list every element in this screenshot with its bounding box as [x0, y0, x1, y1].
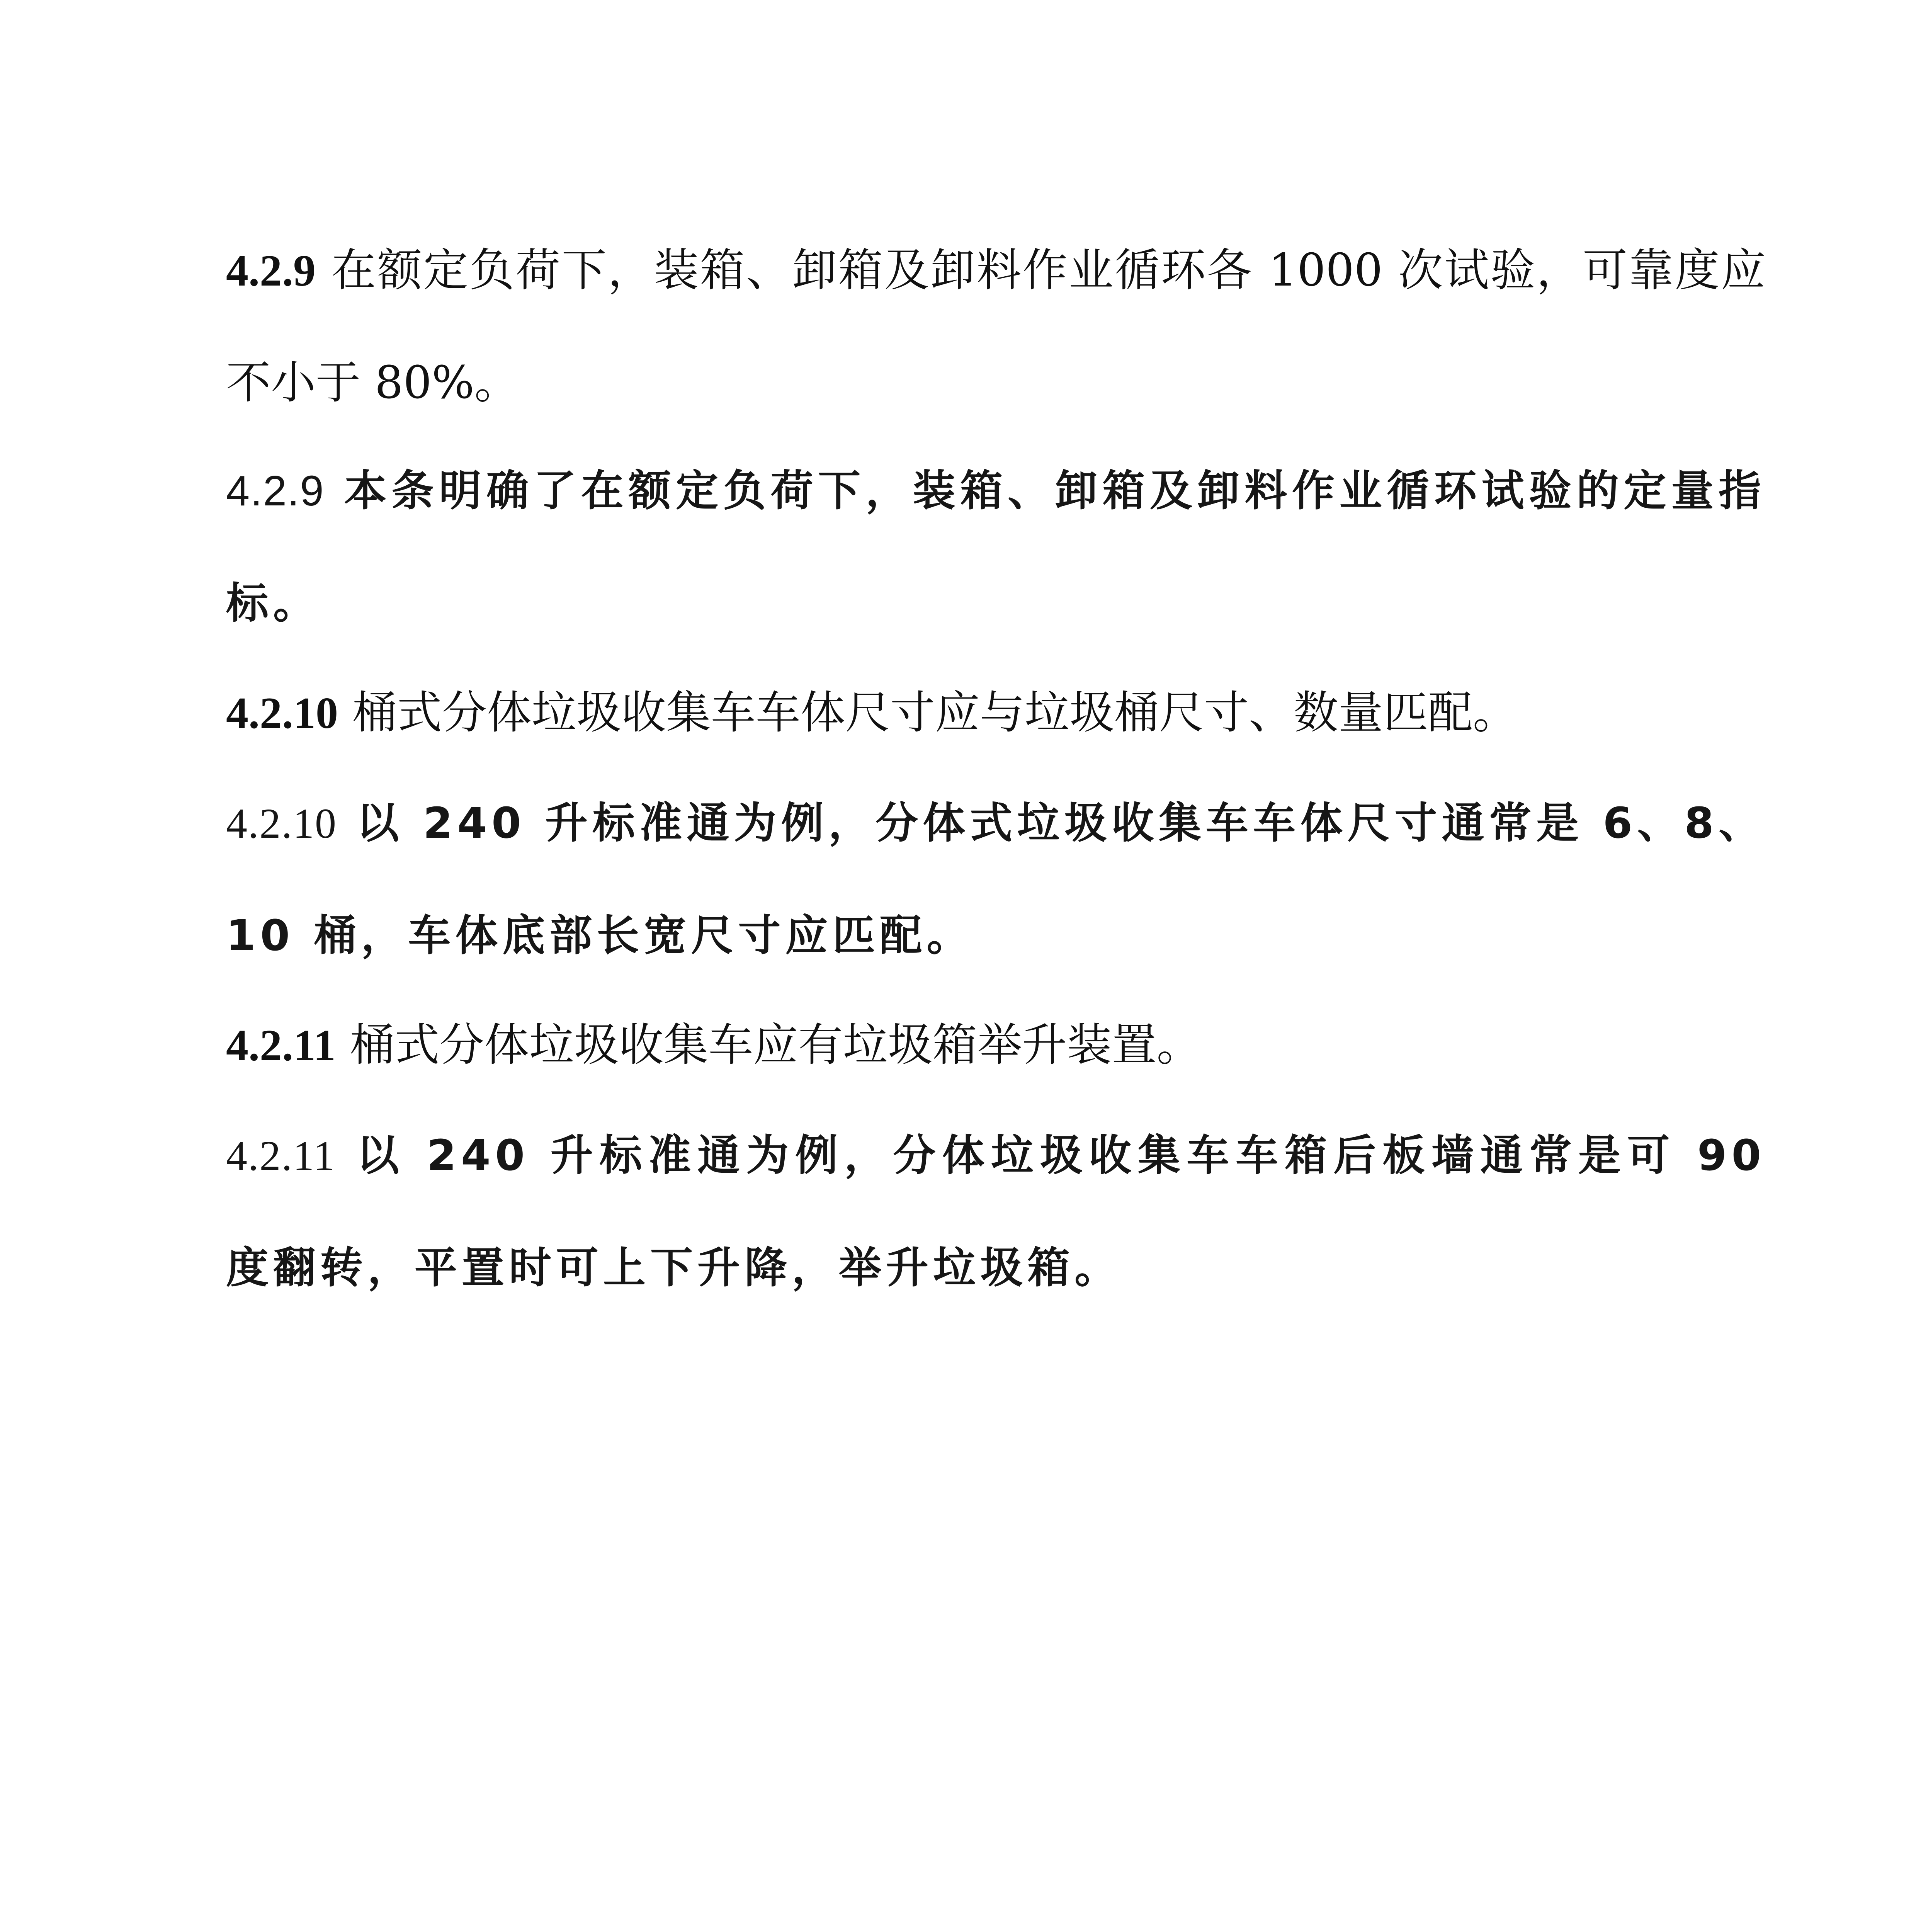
clause-number: 4.2.11 — [226, 1021, 336, 1070]
commentary-text: 以 240 升标准通为例，分体式垃圾收集车车体尺寸通常是 6、8、10 桶，车体底部长宽尺寸应匹配。 — [226, 798, 1766, 960]
clause-text: 桶式分体垃圾收集车应有垃圾箱举升装置。 — [350, 1019, 1202, 1071]
commentary-4-2-9 — [226, 435, 1766, 659]
clause-4-2-11 — [226, 989, 1766, 1102]
clause-number: 4.2.10 — [226, 689, 338, 738]
clause-text: 桶式分体垃圾收集车车体尺寸应与垃圾桶尺寸、数量匹配。 — [352, 687, 1518, 739]
commentary-text: 本条明确了在额定负荷下，装箱、卸箱及卸料作业循环试验的定量指标。 — [226, 466, 1766, 628]
commentary-4-2-10 — [226, 767, 1766, 992]
commentary-number: 4.2.10 — [226, 800, 337, 847]
commentary-4-2-11 — [226, 1099, 1766, 1324]
clause-number: 4.2.9 — [226, 246, 316, 296]
commentary-text: 以 240 升标准通为例，分体垃圾收集车车箱后板墙通常是可 90 度翻转，平置时可上下升降，举升垃圾箱。 — [226, 1131, 1766, 1293]
clause-4-2-9 — [226, 214, 1766, 439]
clause-4-2-10 — [226, 657, 1766, 769]
commentary-number: 4.2.11 — [226, 1132, 335, 1179]
commentary-number: 4.2.9 — [226, 467, 325, 515]
clause-text: 在额定负荷下，装箱、卸箱及卸料作业循环各 1000 次试验，可靠度应不小于 80%。 — [226, 244, 1766, 409]
